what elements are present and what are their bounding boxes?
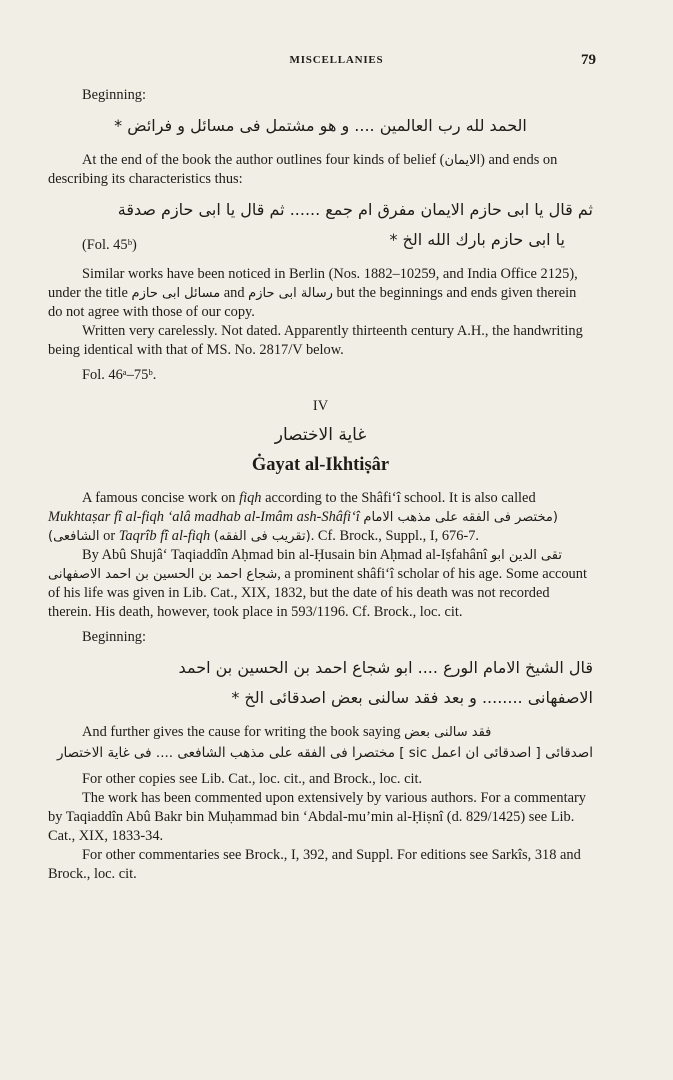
section-title: Ġayat al-Ikhtiṣâr (251, 455, 390, 475)
beginning-label-2: Beginning: (82, 629, 146, 645)
similar-arabic-2: رسالة ابى حازم (248, 286, 333, 301)
written-paragraph: Written very carelessly. Not dated. Apparently thirteenth century A.H., the handwriting being identical with that of MS. No. 2817/V below. (48, 323, 583, 358)
famous-arabic-1: (مختصر فى الفقه على مذهب الامام الشافعى) (48, 510, 558, 544)
arabic-incipit-2-line-1: قال الشيخ الامام الورع .... ابو شجاع احمد بن الحسين بن احمد (178, 658, 593, 677)
arabic-explicit-line-2: يا ابى حازم بارك الله الخ * (389, 230, 565, 249)
further-arabic-2: اصدقائى [ اصدقائى ان اعمل sic ] مختصرا فى الفقه على مذهب الشافعى .... فى غاية الاختصار (56, 745, 593, 761)
section-numeral: IV (312, 398, 329, 414)
folio-range: Fol. 46ᵃ–75ᵇ. (82, 367, 157, 383)
similar-text-b: but the beginnings and ends given therein do not agree with those of our copy. (48, 285, 577, 320)
famous-arabic-2: (تقريب فى الفقه) (213, 529, 311, 544)
author-text-a: By Abû Shujâ‘ Taqiaddîn Aḥmad bin al-Ḥusain bin Aḥmad al-Iṣfahânî (82, 547, 488, 563)
page-body (48, 86, 593, 884)
further-text: And further gives the cause for writing the book saying (82, 724, 401, 740)
famous-text-b: according to the Shâfi‘î school. It is also called (265, 490, 536, 506)
similar-text-a: Similar works have been noticed in Berlin (Nos. 1882–10259, and India Office 2125), under the title (48, 266, 578, 301)
belief-paragraph (48, 151, 593, 189)
section-arabic-title: غاية الاختصار (274, 425, 367, 445)
beginning-label: Beginning: (82, 87, 146, 103)
famous-alt-title-2: Taqrîb fî al-fiqh (118, 528, 211, 544)
similar-works-paragraph (48, 265, 593, 322)
other-copies-paragraph: For other copies see Lib. Cat., loc. cit., and Brock., loc. cit. (82, 771, 423, 787)
author-paragraph (48, 546, 593, 622)
explicit-row (48, 225, 593, 255)
commentary-paragraph: The work has been commented upon extensively by various authors. For a commentary by Taqiaddîn Abû Bakr bin Muḥammad bin ‘Abdal-mu’min al-Ḥiṣnî (d. 829/1425) see Lib. Cat., XIX, 1833-34. (48, 790, 586, 844)
famous-cf: . Cf. Brock., Suppl., I, 676-7. (310, 528, 479, 544)
editions-paragraph: For other commentaries see Brock., I, 392, and Suppl. For editions see Sarkîs, 318 and Brock., loc. cit. (48, 847, 581, 882)
further-paragraph (48, 723, 593, 742)
belief-arabic: الايمان (444, 153, 481, 168)
author-text-b: , a prominent shâfi‘î scholar of his age. Some account of his life was given in Lib. Cat., XIX, 1832, but the date of his death was not recorded therein. His death, however, took place in 593/1196. Cf. Brock., loc. cit. (48, 566, 587, 620)
arabic-explicit-line-1: ثم قال يا ابى حازم الايمان مفرق ام جمع ...... ثم قال يا ابى حازم صدقة (117, 200, 593, 219)
author-arabic: تقى الدين ابو شجاع احمد بن الحسين بن احمد الاصفهانى (48, 548, 562, 582)
famous-fiqh: fiqh (239, 490, 262, 506)
belief-text-a: At the end of the book the author outlines four kinds of belief ( (82, 152, 445, 168)
belief-text-b: ) and ends on describing its characteristics thus: (48, 152, 558, 187)
running-head: MISCELLANIES (289, 54, 384, 66)
arabic-incipit-2-line-2: الاصفهانى ........ و بعد فقد سالنى بعض اصدقائى الخ * (231, 688, 593, 707)
famous-or: or (103, 528, 116, 544)
similar-arabic-1: مسائل ابى حازم (131, 286, 221, 301)
arabic-incipit: الحمد لله رب العالمين .... و هو مشتمل فى مسائل و فرائض * (114, 116, 527, 135)
famous-text-a: A famous concise work on (82, 490, 236, 506)
similar-and: and (223, 285, 245, 301)
page-number: 79 (581, 52, 596, 68)
famous-work-paragraph (48, 489, 593, 546)
page-header (0, 52, 673, 74)
folio-reference: (Fol. 45ᵇ) (82, 237, 137, 253)
further-arabic-1: فقد سالنى بعض (404, 725, 492, 740)
famous-alt-title: Mukhtaṣar fî al-fiqh ‘alâ madhab al-Imâm ash-Shâfi‘î (48, 509, 360, 525)
